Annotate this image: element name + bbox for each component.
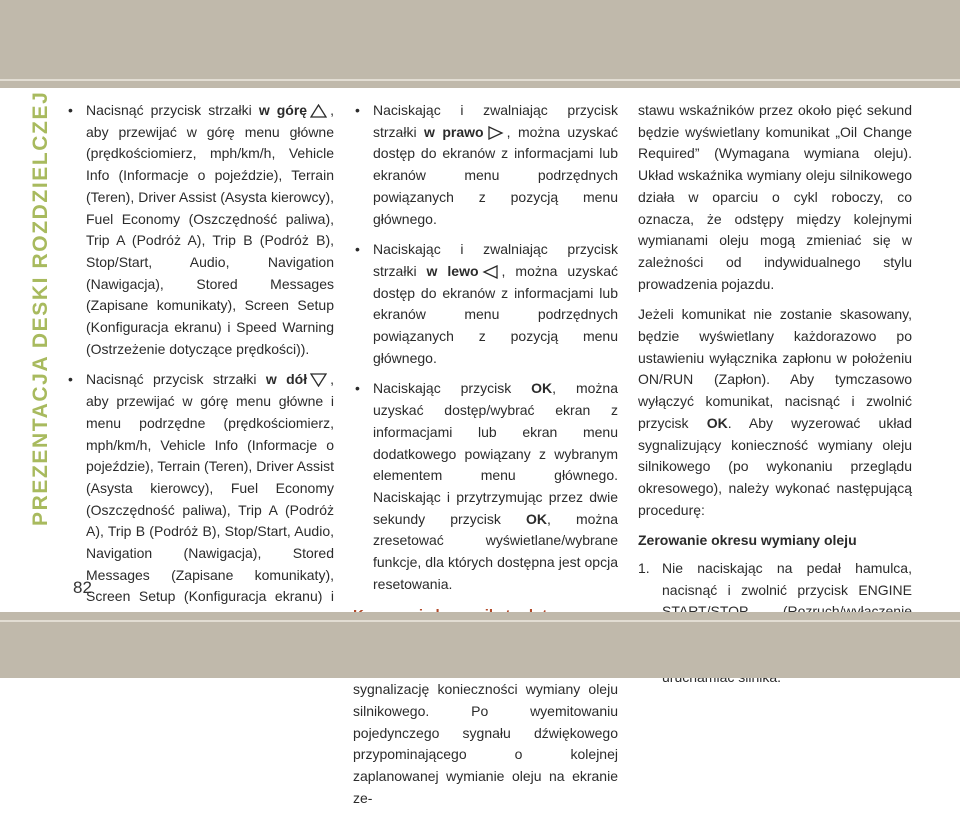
bold-term: w prawo: [424, 123, 484, 140]
bold-term: OK: [525, 510, 547, 527]
arrow-down-outline-icon: [310, 373, 327, 387]
header-rule: [0, 79, 960, 81]
bold-term: w górę: [258, 102, 308, 118]
list-item-right: • Naciskając i zwalniając przycisk strzałki w prawo , można uzyskać dostęp do ekranów z informacjami lub ekranów menu podrzędnych powiązanych z pozycją menu głównego.: [353, 100, 618, 230]
procedure-subheading: Zerowanie okresu wymiany oleju: [638, 532, 857, 549]
list-item-left: • Naciskając i zwalniając przycisk strzałki w lewo , można uzyskać dostęp do ekranów z informacjami lub ekranów menu podrzędnych powiązanych z pozycją menu głównego.: [353, 239, 618, 369]
side-section-title: PREZENTACJA DESKI ROZDZIELCZEJ: [29, 90, 52, 526]
arrow-left-outline-icon: [482, 265, 499, 279]
bold-term: w dół: [265, 371, 308, 388]
header-band: [0, 0, 960, 88]
body-paragraph: Jeżeli komunikat nie zostanie skasowany, będzie wyświetlany każdorazowo po ustawieniu wyłącznika zapłonu w położeniu ON/RUN (Zapłon). Aby tymczasowo wyłączyć komunikat, nacisnąć i zwolnić przycisk OK. Aby wyzerować układ sygnalizujący konieczność wymiany oleju silnikowego (po wykonaniu przeglądu okresowego), należy wykonać następującą procedurę:: [638, 306, 912, 518]
bold-term: OK: [531, 380, 553, 397]
arrow-right-outline-icon: [487, 126, 504, 140]
list-item-up: • Nacisnąć przycisk strzałki w górę , aby przewijać w górę menu główne (prędkościomierz, mph/km/h, Vehicle Info (Informacje o pojeździe), Terrain (Teren), Driver Assist (Asysta kierowcy), Fuel Economy (Oszczędność paliwa), Trip A (Podróż A), Trip B (Podróż B), Stop/Start, Audio, Navigation (Nawigacja), Stored Messages (Zapisane komunikaty), Screen Setup (Konfiguracja ekranu) i Speed Warning (Ostrzeżenie dotyczące prędkości)).: [66, 100, 334, 360]
body-paragraph: stawu wskaźników przez około pięć sekund będzie wyświetlany komunikat „Oil Change Required” (Wymagana wymiana oleju). Układ wskaźnika wymiany oleju silnikowego działa w oparciu o cykl roboczy, co oznacza, że odstępy między kolejnymi wymianami oleju mogą zmieniać się w zależności od indywidualnego stylu prowadzenia pojazdu.: [638, 102, 912, 292]
column-middle: [353, 100, 618, 818]
step-number: 1.: [638, 560, 650, 577]
bullet-list-middle: [353, 100, 618, 595]
bold-term: w lewo: [426, 262, 479, 279]
body-paragraph: sygnalizację konieczności wymiany oleju silnikowego. Po wyemitowaniu pojedynczego sygnału dźwiękowego przypominającego o kolejnej zaplanowanej wymianie oleju na ekranie ze-: [353, 681, 618, 806]
footer-rule: [0, 620, 960, 622]
step-item: 1. Nie naciskając na pedał hamulca, nacisnąć i zwolnić przycisk ENGINE: [638, 560, 912, 598]
list-item-down: • Nacisnąć przycisk strzałki w dół , aby przewijać w górę menu główne i menu podrzędne (prędkościomierz, mph/km/h, Vehicle Info (Informacje o pojeździe), Terrain (Teren), Driver Assist (Asysta kierowcy), Fuel Economy (Oszczędność paliwa), Trip A (Podróż A), Trip B (Podróż B), Stop/Start, Audio, Navigation (Nawigacja), Stored Messages (Zapisane komunikaty), Screen Setup (Konfiguracja ekranu) i: [66, 369, 334, 651]
column-right: [638, 100, 912, 688]
bold-term: OK: [706, 414, 728, 431]
list-item-ok: • Naciskając przycisk OK, można uzyskać dostęp/wybrać ekran z informacjami lub ekran menu dodatkowego powiązany z wybranym elementem menu głównego. Naciskając i przytrzymując przez dwie sekundy przycisk OK, można zresetować wyświetlane/wybrane funkcje, dla których dostępna jest opcja resetowania.: [353, 378, 618, 595]
page-number: 82: [73, 578, 92, 597]
bullet-list-left: [66, 100, 334, 652]
column-left: [66, 100, 334, 661]
arrow-up-outline-icon: [310, 104, 327, 118]
